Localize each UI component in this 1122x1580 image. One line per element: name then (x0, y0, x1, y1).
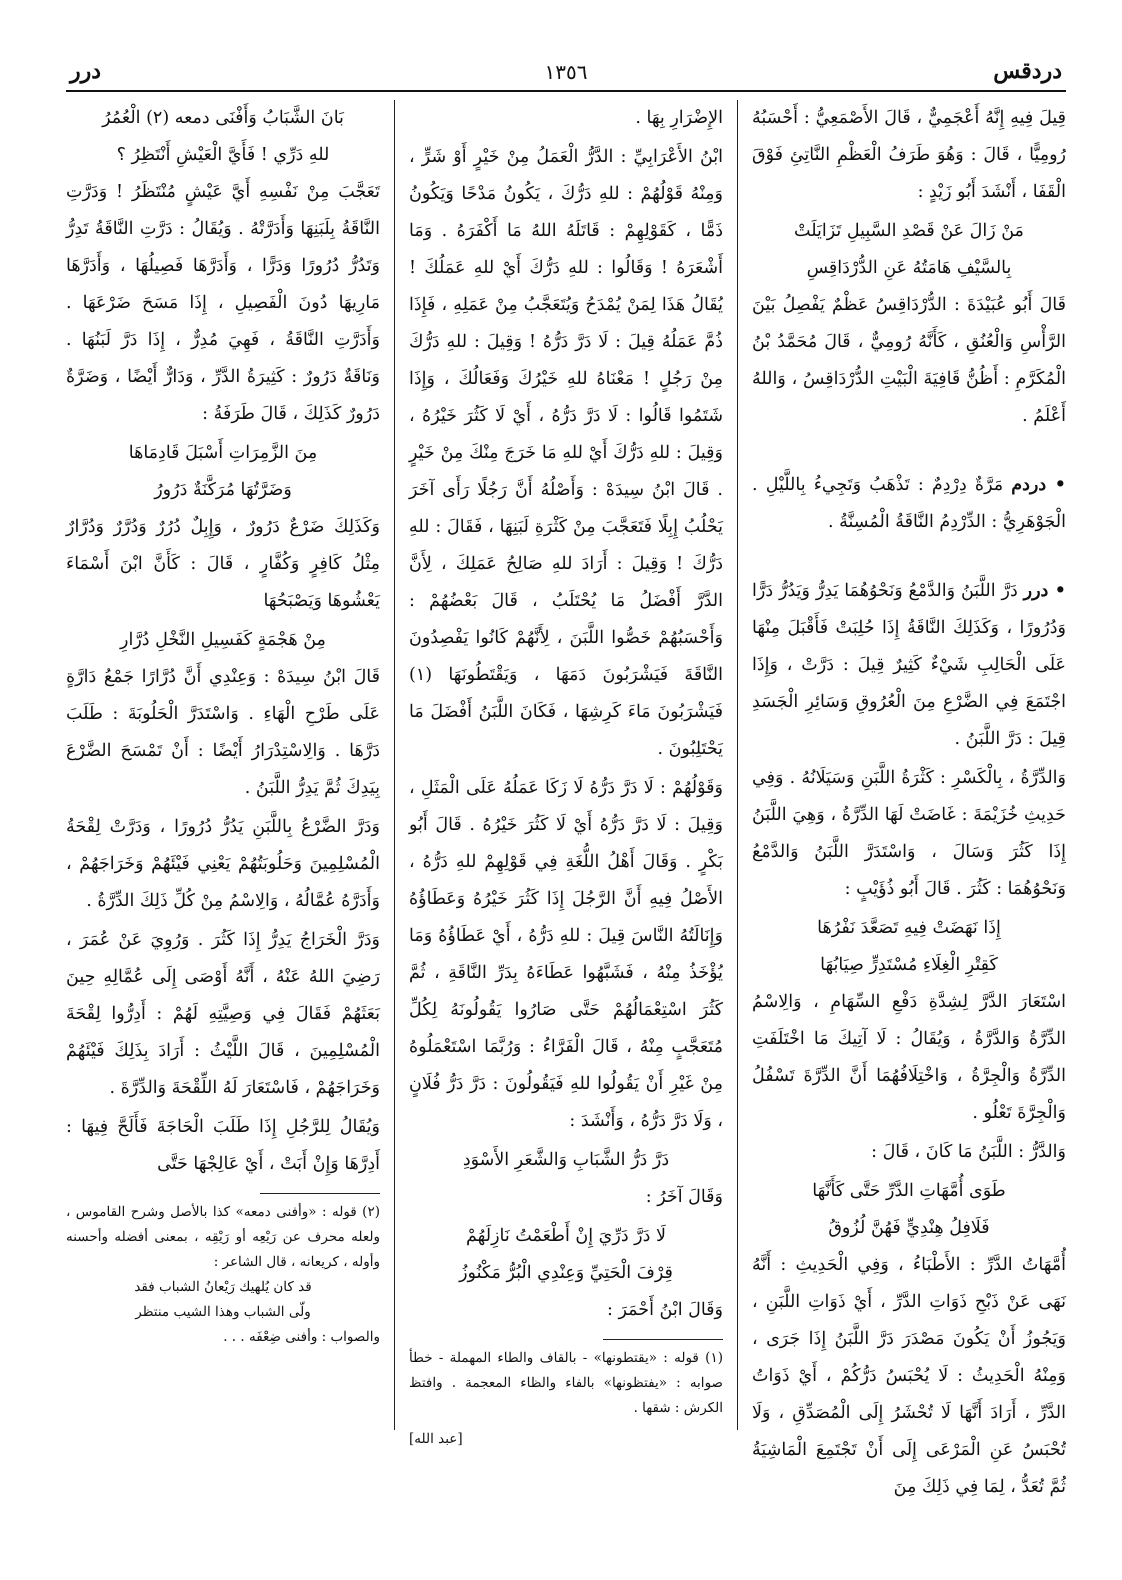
column-divider (394, 100, 395, 1430)
paragraph: أُمَّهَاتُ الدَّرِّ : الأَطْبَاءُ ، وَفِي الْحَدِيثِ : أَنَّهُ نَهَى عَنْ ذَبْحِ ذَوَاتِ الدَّرِّ ، أَيْ ذَوَاتِ اللَّبَنِ ، وَيَجُوزُ أَنْ يَكُونَ مَصْدَرَ دَرَّ اللَّبَنُ إِذَا جَرَى ، وَمِنْهُ الْحَدِيثُ : لَا يُحْبَسُ دَرُّكُمْ ، أَيْ ذَوَاتُ الدَّرِّ ، أَرَادَ أَنَّهَا لَا تُحْشَرُ إِلَى الْمُصَدِّقِ ، وَلَا تُحْبَسُ عَنِ الْمَرْعَى إِلَى أَنْ تَجْتَمِعَ الْمَاشِيَةُ ثُمَّ تُعَدُّ ، لِمَا فِي ذَلِكَ مِنَ (752, 1255, 1066, 1497)
paragraph: وَقَالَ ابْنُ أَحْمَرَ : (607, 1300, 723, 1320)
paragraph: الإِضْرَارِ بِهَا . (635, 108, 723, 128)
entry-headword: • دردم (1011, 475, 1066, 495)
footnote: والصواب : وأفنى ضِعْفَه . . . (223, 1329, 380, 1345)
verse-line: بِالسَّيْفِ هَامَتُهُ عَنِ الدُّرْدَاقِسِ (806, 258, 1012, 278)
header-left-word: درر (70, 58, 102, 84)
entry-headword: • درر (1023, 581, 1066, 601)
verse-line: دَرَّ دَرُّ الشَّبَابِ وَالشَّعَرِ الأَسْوَدِ (462, 1150, 670, 1170)
verse-line: إِذَا نَهَضَتْ فِيهِ تَصَعَّدَ نَفْرُهَا (817, 918, 1001, 938)
entry-text: مَرَّةٌ دِرْدِمٌ : تَذْهَبُ وَتَجِيءُ بِاللَّيْلِ . الْجَوْهَرِيُّ : الدِّرْدِمُ النَّاقَةُ الْمُسِنَّةُ . (752, 475, 1066, 532)
section-gap (752, 437, 1066, 467)
section-gap (752, 543, 1066, 573)
verse-line: للهِ دَرِّي ! فَأَيَّ الْعَيْشِ أَنْتَظِرُ ؟ (116, 145, 330, 165)
verse-line: طَوَى أُمَّهَاتِ الدَّرِّ حَتَّى كَأَنَّهَا (812, 1181, 1006, 1201)
verse-line: مَنْ زَالَ عَنْ قَصْدِ السَّبِيلِ تَزَايَلَتْ (794, 221, 1024, 241)
verse-line: مِنَ الزَّمِرَاتِ أَسْبَلَ قَادِمَاهَا (128, 443, 318, 463)
verse-line: كَقِتْرِ الْغِلَاءِ مُسْتَدِرٍّ صِيَابُهَا (820, 955, 998, 975)
dictionary-columns (66, 100, 1066, 1497)
page-number: ١٣٥٦ (544, 60, 588, 84)
editor-signature: [عبد الله] (409, 1431, 463, 1447)
footnote-verse: ولّى الشباب وهذا الشيب منتظر (135, 1304, 311, 1320)
paragraph: ابْنُ الأَعْرَابِيِّ : الدَّرُّ الْعَمَلُ مِنْ خَيْرٍ أَوْ شَرٍّ ، وَمِنْهُ قَوْلُهُمْ : للهِ دَرُّكَ ، يَكُونُ مَدْحًا وَيَكُونُ ذَمًّا ، كَقَوْلِهِمْ : قَاتَلَهُ اللهُ مَا أَكْفَرَهُ . وَمَا أَشْعَرَهُ ! وَقَالُوا : للهِ دَرُّكَ أَيْ للهِ عَمَلُكَ ! يُقَالُ هَذَا لِمَنْ يُمْدَحُ وَيُتَعَجَّبُ مِنْ عَمَلِهِ ، فَإِذَا ذُمَّ عَمَلُهُ قِيلَ : لَا دَرَّ دَرُّهُ ! وَقِيلَ : للهِ دَرُّكَ مِنْ رَجُلٍ ! مَعْنَاهُ للهِ خَيْرُكَ وَفَعَالُكَ ، وَإِذَا شَتَمُوا قَالُوا : لَا دَرَّ دَرُّهُ ، أَيْ لَا كَثُرَ خَيْرُهُ ، وَقِيلَ : للهِ دَرُّكَ أَيْ للهِ مَا خَرَجَ مِنْكَ مِنْ خَيْرٍ . قَالَ ابْنُ سِيدَهْ : وَأَصْلُهُ أَنَّ رَجُلًا رَأَى آخَرَ يَحْلُبُ إِبِلًا فَتَعَجَّبَ مِنْ كَثْرَةِ لَبَنِهَا ، فَقَالَ : للهِ دَرُّكَ ! وَقِيلَ : أَرَادَ للهِ صَالِحُ عَمَلِكَ ، لِأَنَّ الدَّرَّ أَفْضَلُ مَا يُحْتَلَبُ ، قَالَ بَعْضُهُمْ : وَأَحْسَبُهُمْ خَصُّوا اللَّبَنَ ، لِأَنَّهُمْ كَانُوا يَفْصِدُونَ النَّاقَةَ فَيَشْرَبُونَ دَمَهَا ، وَيَقْتَطُونَهَا (١) فَيَشْرَبُونَ مَاءَ كَرِشِهَا ، فَكَانَ اللَّبَنُ أَفْضَلَ مَا يَحْتَلِبُونَ . (409, 147, 723, 759)
footnote: (١) قوله : «يقتطونها» - بالقاف والطاء المهملة - خطأ صوابه : «يفتظونها» بالفاء والظاء المعجمة . وافتظ الكرش : شقها . (409, 1350, 723, 1416)
column-divider (737, 100, 738, 1430)
verse-line: فَلَافِلُ هِنْدِيٍّ فَهُنَّ لُزُوقُ (828, 1218, 990, 1238)
footnote-separator (603, 1339, 723, 1340)
verse-line: مِنْ هَجْمَةٍ كَفَسِيلِ النَّخْلِ دُرَّارِ (120, 630, 326, 650)
verse-line: بَانَ الشَّبَابُ وَأَفْنَى دمعه (٢) الْعُمُرُ (102, 108, 344, 128)
column-left (66, 100, 380, 1470)
page-header (66, 56, 1066, 92)
paragraph: وَالدَّرُّ : اللَّبَنُ مَا كَانَ ، قَالَ : (871, 1142, 1066, 1162)
footnote: (٢) قوله : «وأفنى دمعه» كذا بالأصل وشرح القاموس ، ولعله محرف عن رَيْعِه أو رَيْقِه ، بمعنى أفضله وأحسنه وأوله ، كريعانه ، قال الشاعر : (66, 1204, 380, 1270)
paragraph: قَالَ ابْنُ سِيدَهْ : وَعِنْدِي أَنَّ دُرَّارًا جَمْعُ دَارَّةٍ عَلَى طَرْحِ الْهَاءِ . وَاسْتَدَرَّ الْحَلُوبَةَ : طَلَبَ دَرَّهَا . وَالِاسْتِدْرَارُ أَيْضًا : أَنْ تَمْسَحَ الضَّرْعَ بِيَدِكَ ثُمَّ يَدِرُّ اللَّبَنُ . (66, 667, 380, 798)
paragraph: وَكَذَلِكَ ضَرْعٌ دَرُورٌ ، وَإِبِلٌ دُرُرٌ وَدُرَّرٌ وَدُرَّارٌ مِثْلُ كَافِرٍ وَكُفَّارٍ ، قَالَ : كَأَنَّ ابْنَ أَسْمَاءَ يَعْشُوهَا وَيَصْبَحُهَا (66, 517, 380, 611)
column-middle (409, 100, 723, 1470)
paragraph: وَالدِّرَّةُ ، بِالْكَسْرِ : كَثْرَةُ اللَّبَنِ وَسَيَلَانُهُ . وَفِي حَدِيثِ خُزَيْمَةَ : غَاضَتْ لَهَا الدِّرَّةُ ، وَهِيَ اللَّبَنُ إِذَا كَثُرَ وَسَالَ ، وَاسْتَدَرَّ اللَّبَنُ وَالدَّمْعُ وَنَحْوُهُمَا : كَثُرَ . قَالَ أَبُو ذُؤَيْبٍ : (752, 768, 1066, 899)
entry-dardam (752, 467, 1066, 541)
footnote-verse: قد كان يُلهيك رَيْعانُ الشباب فقد (134, 1279, 312, 1295)
footnote-separator (260, 1193, 380, 1194)
paragraph: وَيُقَالُ لِلرَّجُلِ إِذَا طَلَبَ الْحَاجَةَ فَأَلَحَّ فِيهَا : أَدِرَّهَا وَإِنْ أَبَتْ ، أَيْ عَالِجْهَا حَتَّى (66, 1117, 380, 1174)
paragraph: قِيلَ فِيهِ إِنَّهُ أَعْجَمِيٌّ ، قَالَ الأَصْمَعِيُّ : أَحْسَبُهُ رُومِيًّا ، قَالَ : وَهُوَ طَرَفُ الْعَظْمِ النَّاتِئِ فَوْقَ الْقَفَا ، أَنْشَدَ أَبُو زَيْدٍ : (752, 108, 1066, 202)
paragraph: وَدَرَّ الضَّرْعُ بِاللَّبَنِ يَدُرُّ دُرُورًا ، وَدَرَّتْ لِقْحَةُ الْمُسْلِمِينَ وَحَلُوبَتُهُمْ يَعْنِي فَيْئَهُمْ وَخَرَاجَهُمْ ، وَأَدَرَّهُ عُمَّالُهُ ، وَالِاسْمُ مِنْ كُلِّ ذَلِكَ الدِّرَّةُ . (66, 817, 380, 911)
verse-line: وَضَرَّتُهَا مُرَكَّنَةٌ دَرُورُ (154, 480, 292, 500)
verse-line: لَا دَرَّ دَرِّيَ إِنْ أَطْعَمْتُ نَازِلَهُمْ (466, 1226, 666, 1246)
column-right (752, 100, 1066, 1497)
entry-text: دَرَّ اللَّبَنُ وَالدَّمْعُ وَنَحْوُهُمَا يَدِرُّ وَيَدُرُّ دَرًّا وَدُرُورًا ، وَكَذَلِكَ النَّاقَةُ إِذَا حُلِبَتْ فَأَقْبَلَ مِنْهَا عَلَى الْحَالِبِ شَيْءٌ كَثِيرٌ قِيلَ : دَرَّتْ ، وَإِذَا اجْتَمَعَ فِي الضَّرْعِ مِنَ الْعُرُوقِ وَسَائِرِ الْجَسَدِ قِيلَ : دَرَّ اللَّبَنُ . (752, 581, 1066, 749)
paragraph: تَعَجَّبَ مِنْ نَفْسِهِ أَيَّ عَيْشٍ مُنْتَظَرُ ! وَدَرَّتِ النَّاقَةُ بِلَبَنِهَا وَأَدَرَّتْهُ . وَيُقَالُ : دَرَّتِ النَّاقَةُ تَدِرُّ وَتَدُرُّ دُرُورًا وَدَرًّا ، وَأَدَرَّهَا فَصِيلُهَا ، وَأَدَرَّهَا مَارِيهَا دُونَ الْفَصِيلِ ، إِذَا مَسَحَ ضَرْعَهَا . وَأَدَرَّتِ النَّاقَةُ ، فَهِيَ مُدِرٌّ ، إِذَا دَرَّ لَبَنُهَا . وَنَاقَةٌ دَرُورٌ : كَثِيرَةُ الدَّرِّ ، وَدَارٌّ أَيْضًا ، وَضَرَّةٌ دَرُورٌ كَذَلِكَ ، قَالَ طَرَفَةُ : (66, 182, 380, 424)
header-right-word: دردقس (993, 58, 1062, 84)
paragraph: اسْتَعَارَ الدَّرَّ لِشِدَّةِ دَفْعِ السِّهَامِ ، وَالِاسْمُ الدِّرَّةُ وَالدَّرَّةُ ، وَيُقَالُ : لَا آتِيكَ مَا اخْتَلَفَتِ الدِّرَّةُ وَالْجِرَّةُ ، وَاخْتِلَافُهُمَا أَنَّ الدِّرَّةَ تَسْفُلُ وَالْجِرَّةَ تَعْلُو . (752, 992, 1066, 1123)
paragraph: وَدَرَّ الْخَرَاجُ يَدِرُّ إِذَا كَثُرَ . وَرُوِيَ عَنْ عُمَرَ ، رَضِيَ اللهُ عَنْهُ ، أَنَّهُ أَوْصَى إِلَى عُمَّالِهِ حِينَ بَعَثَهُمْ فَقَالَ فِي وَصِيَّتِهِ لَهُمْ : أَدِرُّوا لِقْحَةَ الْمُسْلِمِينَ ، قَالَ اللَّيْثُ : أَرَادَ بِذَلِكَ فَيْئَهُمْ وَخَرَاجَهُمْ ، فَاسْتَعَارَ لَهُ اللِّقْحَةَ وَالدِّرَّةَ . (66, 930, 380, 1098)
paragraph: قَالَ أَبُو عُبَيْدَةَ : الدُّرْدَاقِسُ عَظْمٌ يَفْصِلُ بَيْنَ الرَّأْسِ وَالْعُنُقِ ، كَأَنَّهُ رُومِيٌّ ، قَالَ مُحَمَّدُ بْنُ الْمُكَرَّمِ : أَظُنُّ قَافِيَةَ الْبَيْتِ الدُّرْدَاقِسُ ، وَاللهُ أَعْلَمُ . (752, 295, 1066, 426)
entry-darar (752, 573, 1066, 758)
paragraph: وَقَوْلُهُمْ : لَا دَرَّ دَرُّهُ لَا زَكَا عَمَلُهُ عَلَى الْمَثَلِ ، وَقِيلَ : لَا دَرَّ دَرُّهُ أَيْ لَا كَثُرَ خَيْرُهُ . قَالَ أَبُو بَكْرٍ . وَقَالَ أَهْلُ اللُّغَةِ فِي قَوْلِهِمْ للهِ دَرُّهُ ، الأَصْلُ فِيهِ أَنَّ الرَّجُلَ إِذَا كَثُرَ خَيْرُهُ وَعَطَاؤُهُ وَإِنَالَتُهُ النَّاسَ قِيلَ : للهِ دَرُّهُ ، أَيْ عَطَاؤُهُ وَمَا يُؤْخَذُ مِنْهُ ، فَشَبَّهُوا عَطَاءَهُ بِدَرِّ النَّاقَةِ ، ثُمَّ كَثُرَ اسْتِعْمَالُهُمْ حَتَّى صَارُوا يَقُولُونَهُ لِكُلِّ مُتَعَجَّبٍ مِنْهُ ، قَالَ الْفَرَّاءُ : وَرُبَّمَا اسْتَعْمَلُوهُ مِنْ غَيْرِ أَنْ يَقُولُوا للهِ فَيَقُولُونَ : دَرَّ دَرُّ فُلَانٍ ، وَلَا دَرَّ دَرُّهُ ، وَأَنْشَدَ : (409, 778, 723, 1131)
verse-line: قِرْفَ الْحَتِيِّ وَعِنْدِي الْبُرُّ مَكْنُوزُ (459, 1263, 673, 1283)
paragraph: وَقَالَ آخَرُ : (645, 1187, 723, 1207)
